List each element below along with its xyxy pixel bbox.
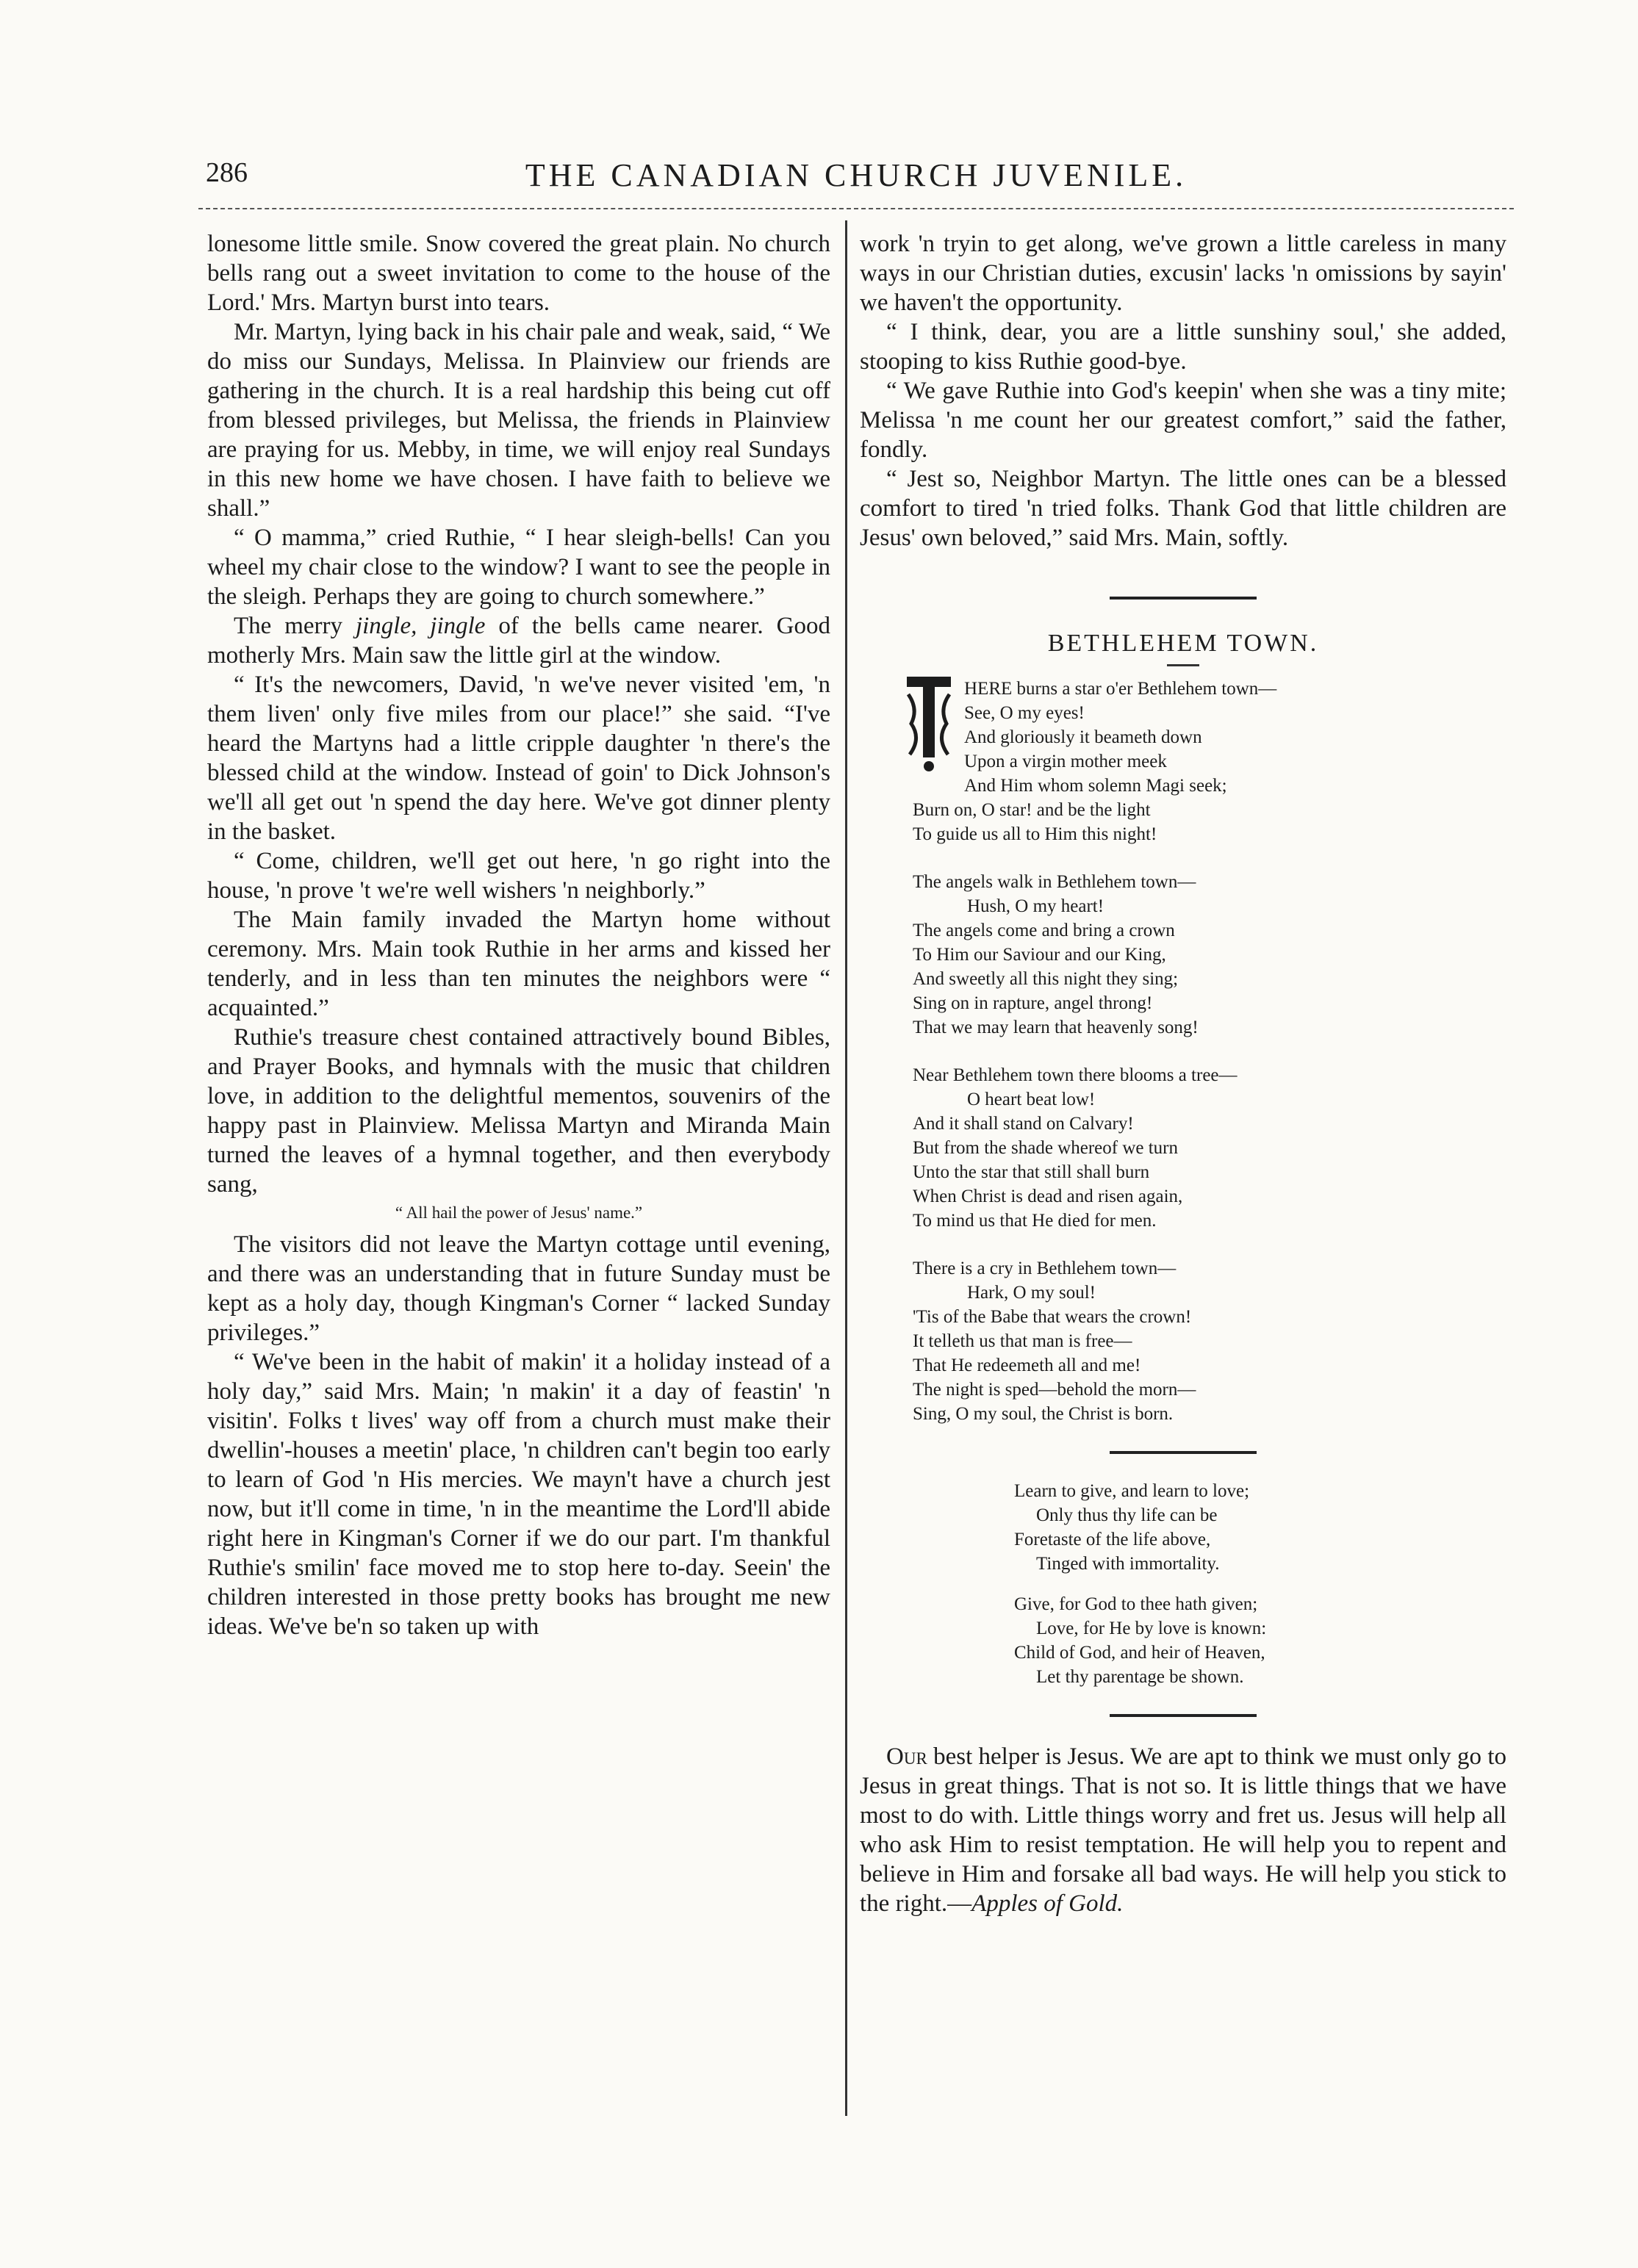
poem-line: Near Bethlehem town there blooms a tree— bbox=[913, 1065, 1238, 1085]
poem-line: To guide us all to Him this night! bbox=[913, 824, 1157, 844]
poem-line: Burn on, O star! and be the light bbox=[913, 800, 1151, 820]
left-column bbox=[207, 229, 830, 1641]
closing-lead: Our bbox=[886, 1743, 927, 1770]
verse-line: Give, for God to thee hath given; bbox=[1014, 1594, 1258, 1614]
jingle-after: of the bells came nearer. Good motherly Mrs. Main saw the little girl at the window. bbox=[207, 613, 830, 669]
poem-line: And it shall stand on Calvary! bbox=[913, 1114, 1134, 1134]
page-number: 286 bbox=[206, 157, 248, 188]
paragraph: Ruthie's treasure chest contained attractively bound Bibles, and Prayer Books, and hymnals with the music that children love, in addition to the delightful mementos, souvenirs of the happy past in Plainview. Melissa Martyn and Miranda Main turned the leaves of a hymnal together, and then everybody sang, bbox=[207, 1024, 830, 1198]
paragraph: The Main family invaded the Martyn home without ceremony. Mrs. Main took Ruthie in her arms and kissed her tenderly, and in less than ten minutes the neighbors were “ acquainted.” bbox=[207, 907, 830, 1021]
column-divider bbox=[845, 220, 847, 2116]
verse-line: Let thy parentage be shown. bbox=[1036, 1667, 1244, 1687]
poem-line: The angels walk in Bethlehem town— bbox=[913, 872, 1196, 892]
header-rule bbox=[198, 208, 1514, 209]
paragraph: work 'n tryin to get along, we've grown a little careless in many ways in our Christian duties, excusin' lacks 'n omissions by sayin' we haven't the opportunity. bbox=[860, 231, 1506, 316]
jingle-before: The merry bbox=[234, 613, 356, 639]
poem-line: To mind us that He died for men. bbox=[913, 1211, 1157, 1231]
poem-line: See, O my eyes! bbox=[964, 703, 1085, 723]
poem-line: That He redeemeth all and me! bbox=[913, 1356, 1141, 1375]
poem-stanza bbox=[913, 870, 1506, 1040]
section-separator bbox=[1110, 597, 1257, 600]
poem-line: And sweetly all this night they sing; bbox=[913, 969, 1179, 989]
poem-line: And gloriously it beameth down bbox=[964, 727, 1202, 747]
poem-line: Sing, O my soul, the Christ is born. bbox=[913, 1404, 1174, 1424]
poem-line: Hush, O my heart! bbox=[967, 896, 1104, 916]
running-title: THE CANADIAN CHURCH JUVENILE. bbox=[525, 157, 1188, 193]
poem-line: Sing on in rapture, angel throng! bbox=[913, 993, 1153, 1013]
paragraph: “ It's the newcomers, David, 'n we've never visited 'em, 'n them liven' only five miles from our place!” she said. “I've heard the Martyns had a little cripple daughter 'n there's the blessed child at the window. Instead of goin' to Dick Johnson's we'll all get out 'n spend the day here. We've got dinner plenty in the basket. bbox=[207, 672, 830, 845]
verse-line: Tinged with immortality. bbox=[1036, 1554, 1220, 1574]
poem-line: There is a cry in Bethlehem town— bbox=[913, 1259, 1177, 1278]
verse-learn-to-give bbox=[1014, 1479, 1506, 1689]
poem-line: That we may learn that heavenly song! bbox=[913, 1018, 1199, 1037]
poem-line: To Him our Saviour and our King, bbox=[913, 945, 1166, 965]
paragraph: “ O mamma,” cried Ruthie, “ I hear sleigh-bells! Can you wheel my chair close to the window? I want to see the people in the sleigh. Perhaps they are going to church somewhere.” bbox=[207, 525, 830, 610]
verse-stanza bbox=[1014, 1479, 1506, 1576]
poem-line: Upon a virgin mother meek bbox=[964, 752, 1167, 771]
poem-line: And Him whom solemn Magi seek; bbox=[964, 776, 1227, 796]
section-separator bbox=[1110, 1451, 1257, 1454]
drop-cap-ornament-icon bbox=[904, 672, 954, 775]
poem-line: 'Tis of the Babe that wears the crown! bbox=[913, 1307, 1192, 1327]
jingle-emphasis: jingle, jingle bbox=[355, 613, 486, 639]
right-column bbox=[860, 229, 1506, 1918]
paragraph: “ I think, dear, you are a little sunshiny soul,' she added, stooping to kiss Ruthie good-bye. bbox=[860, 319, 1506, 375]
poem-line: O heart beat low! bbox=[967, 1090, 1096, 1109]
verse-line: Love, for He by love is known: bbox=[1036, 1619, 1267, 1638]
paragraph: “ Jest so, Neighbor Martyn. The little ones can be a blessed comfort to tired 'n tried folks. Thank God that little children are Jesus' own beloved,” said Mrs. Main, softly. bbox=[860, 466, 1506, 551]
poem-stanza bbox=[913, 1256, 1506, 1426]
poem-line: Hark, O my soul! bbox=[967, 1283, 1096, 1303]
poem-line: The angels come and bring a crown bbox=[913, 921, 1175, 940]
paragraph: The visitors did not leave the Martyn cottage until evening, and there was an understanding that in future Sunday must be kept as a holy day, though Kingman's Corner “ lacked Sunday privileges.” bbox=[207, 1231, 830, 1346]
poem-stanza bbox=[913, 1063, 1506, 1233]
poem-line: It telleth us that man is free— bbox=[913, 1331, 1132, 1351]
poem-line: The night is sped—behold the morn— bbox=[913, 1380, 1196, 1400]
poem-stanza bbox=[913, 677, 1506, 846]
paragraph: “ Come, children, we'll get out here, 'n go right into the house, 'n prove 't we're well wishers 'n neighborly.” bbox=[207, 848, 830, 904]
poem-line: When Christ is dead and risen again, bbox=[913, 1187, 1183, 1206]
closing-text: best helper is Jesus. We are apt to think we must only go to Jesus in great things. That is not so. It is little things that we have most to do with. Little things worry and fret us. Jesus will help all who ask Him to resist temptation. He will help you to repent and believe in Him and forsake all bad ways. He will help you stick to the right.— bbox=[860, 1743, 1506, 1917]
title-dash bbox=[1167, 664, 1199, 666]
verse-line: Foretaste of the life above, bbox=[1014, 1530, 1211, 1549]
closing-source: Apples of Gold. bbox=[971, 1890, 1124, 1917]
paragraph-jingle bbox=[207, 611, 830, 670]
poem-line: But from the shade whereof we turn bbox=[913, 1138, 1178, 1158]
verse-line: Child of God, and heir of Heaven, bbox=[1014, 1643, 1265, 1663]
verse-stanza bbox=[1014, 1592, 1506, 1689]
verse-line: Learn to give, and learn to love; bbox=[1014, 1481, 1250, 1501]
poem-line: Unto the star that still shall burn bbox=[913, 1162, 1150, 1182]
paragraph: lonesome little smile. Snow covered the great plain. No church bells rang out a sweet invitation to come to the house of the Lord.' Mrs. Martyn burst into tears. bbox=[207, 231, 830, 316]
hymn-quote: “ All hail the power of Jesus' name.” bbox=[395, 1203, 643, 1222]
poem-bethlehem-town bbox=[913, 677, 1506, 1426]
paragraph: “ We've been in the habit of makin' it a holiday instead of a holy day,” said Mrs. Main; 'n makin' it a day of feastin' 'n visitin'. Folks t lives' way off from a church must make their dwellin'-houses a meetin' place, 'n children can't begin too early to learn of God 'n His mercies. We mayn't have a church jest now, but it'll come in time, 'n in the meantime the Lord'll abide right here in Kingman's Corner if we do our part. I'm thankful Ruthie's smilin' face moved me to stop here to-day. Seein' the children interested in those pretty books has brought me new ideas. We've be'n so taken up with bbox=[207, 1349, 830, 1640]
closing-paragraph bbox=[860, 1742, 1506, 1918]
paragraph: “ We gave Ruthie into God's keepin' when she was a tiny mite; Melissa 'n me count her our greatest comfort,” said the father, fondly. bbox=[860, 378, 1506, 463]
paragraph: Mr. Martyn, lying back in his chair pale and weak, said, “ We do miss our Sundays, Melissa. In Plainview our friends are gathering in the church. It is a real hardship this being cut off from blessed privileges, but Melissa, the friends in Plainview are praying for us. Mebby, in time, we will enjoy real Sundays in this new home we have chosen. I have faith to believe we shall.” bbox=[207, 319, 830, 522]
verse-line: Only thus thy life can be bbox=[1036, 1505, 1218, 1525]
poem-title: BETHLEHEM TOWN. bbox=[1047, 630, 1319, 657]
poem-line: HERE burns a star o'er Bethlehem town— bbox=[964, 679, 1277, 699]
page-header bbox=[206, 143, 1506, 202]
section-separator bbox=[1110, 1714, 1257, 1717]
